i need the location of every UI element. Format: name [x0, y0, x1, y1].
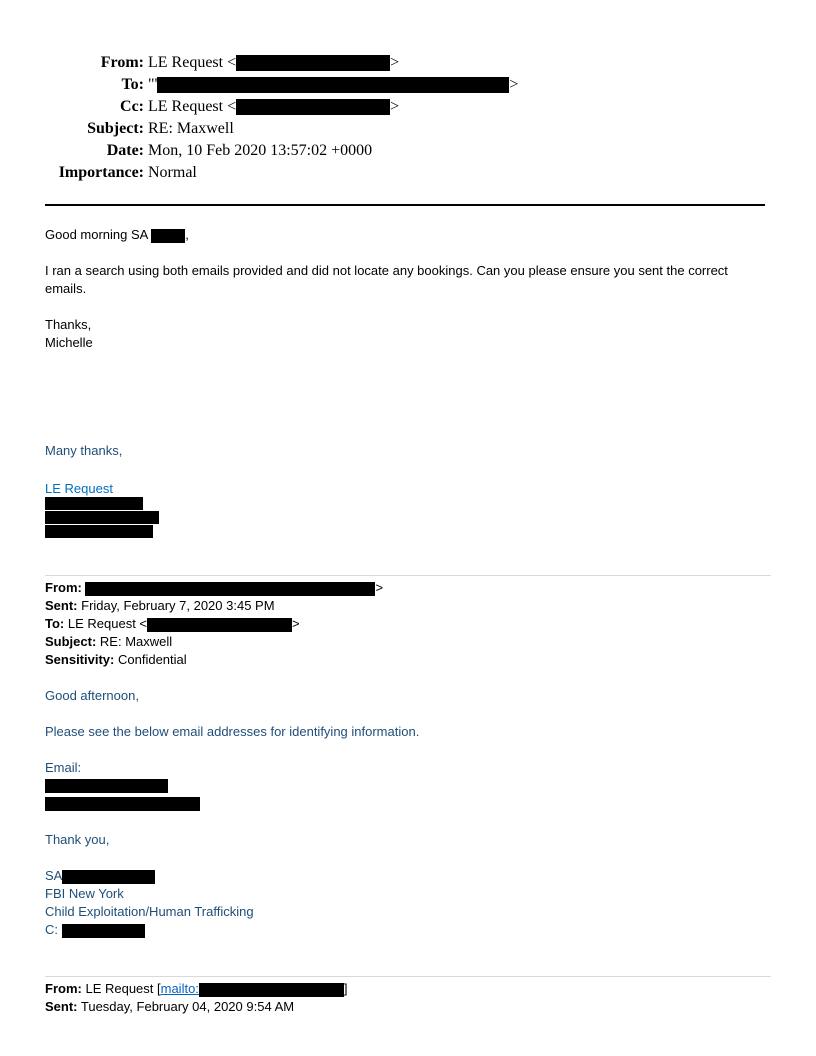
message1-greeting-suffix: ,	[185, 227, 189, 242]
header-importance-label: Importance:	[58, 164, 144, 181]
header-to-value: "'	[148, 76, 158, 93]
message2-to-value: LE Request <	[67, 616, 148, 631]
redaction-block	[157, 77, 509, 93]
message2-from-label: From:	[45, 580, 82, 595]
message2-sa: SA	[45, 868, 63, 883]
message3-sent-label: Sent:	[45, 999, 78, 1014]
header-from-value: LE Request <	[148, 54, 237, 71]
header-cc-label: Cc:	[120, 98, 144, 115]
header-date-value: Mon, 10 Feb 2020 13:57:02 +0000	[148, 142, 373, 159]
message1-closing: Thanks,	[45, 317, 92, 332]
header-date-label: Date:	[106, 142, 144, 159]
message2-sensitivity-label: Sensitivity:	[45, 652, 115, 667]
message3-from-suffix: ]	[343, 981, 348, 996]
message2-sent-label: Sent:	[45, 598, 78, 613]
message2-unit: Child Exploitation/Human Trafficking	[45, 904, 254, 919]
message3-from-row	[45, 980, 348, 998]
message2-subject-value: RE: Maxwell	[99, 634, 173, 649]
redaction-block	[45, 797, 200, 811]
message1-name: Michelle	[45, 335, 93, 350]
header-subject-value: RE: Maxwell	[148, 120, 234, 137]
redaction-block	[85, 582, 375, 596]
redaction-block	[45, 497, 143, 510]
message2-email-label: Email:	[45, 760, 82, 775]
mailto-link[interactable]: mailto:	[160, 981, 199, 996]
message2-divider	[45, 575, 771, 576]
message2-sent-value: Friday, February 7, 2020 3:45 PM	[81, 598, 275, 613]
redaction-block	[236, 99, 390, 115]
message2-sa-row	[45, 867, 155, 885]
redaction-block	[236, 55, 390, 71]
redaction-block	[62, 924, 145, 938]
message2-to-row	[45, 615, 300, 633]
message3-from-label: From:	[45, 981, 82, 996]
redaction-block	[62, 870, 155, 884]
message2-body: Please see the below email addresses for identifying information.	[45, 724, 420, 739]
header-to-label: To:	[121, 76, 144, 93]
message2-phone-row	[45, 921, 145, 939]
message2-sent-row	[45, 597, 275, 615]
message3-divider	[45, 976, 771, 977]
redaction-block	[45, 525, 153, 538]
header-subject-label: Subject:	[87, 120, 144, 137]
redaction-block	[45, 511, 159, 524]
message2-to-suffix: >	[292, 616, 300, 631]
message2-phone-label: C:	[45, 922, 58, 937]
header-from-suffix: >	[390, 54, 400, 71]
redaction-block	[151, 229, 185, 243]
header-importance-value: Normal	[148, 164, 197, 181]
message3-from-value: LE Request [	[85, 981, 161, 996]
message1-greeting-line	[45, 226, 189, 244]
message3-sent-value: Tuesday, February 04, 2020 9:54 AM	[80, 999, 295, 1014]
redaction-block	[147, 618, 292, 632]
message1-signoff: Many thanks,	[45, 443, 123, 458]
header-to-suffix: >	[509, 76, 519, 93]
message2-sensitivity-value: Confidential	[117, 652, 187, 667]
message2-from-row	[45, 579, 383, 597]
redaction-block	[199, 983, 344, 997]
message2-to-label: To:	[45, 616, 65, 631]
message2-thanks: Thank you,	[45, 832, 110, 847]
message2-greeting: Good afternoon,	[45, 688, 139, 703]
message2-from-suffix: >	[375, 580, 384, 595]
header-divider	[45, 204, 765, 206]
message1-signature-name: LE Request	[45, 481, 113, 496]
header-from-label: From:	[100, 54, 144, 71]
message1-body: I ran a search using both emails provided and did not locate any bookings. Can you please ensure you sent the correct emails.	[45, 263, 728, 296]
message2-subject-label: Subject:	[45, 634, 97, 649]
message2-office: FBI New York	[45, 886, 124, 901]
header-cc-suffix: >	[390, 98, 400, 115]
message2-subject-row	[45, 633, 172, 651]
message3-sent-row	[45, 998, 294, 1016]
message2-sensitivity-row	[45, 651, 187, 669]
redaction-block	[45, 779, 168, 793]
message1-greeting: Good morning SA	[45, 227, 148, 242]
header-cc-value: LE Request <	[148, 98, 237, 115]
